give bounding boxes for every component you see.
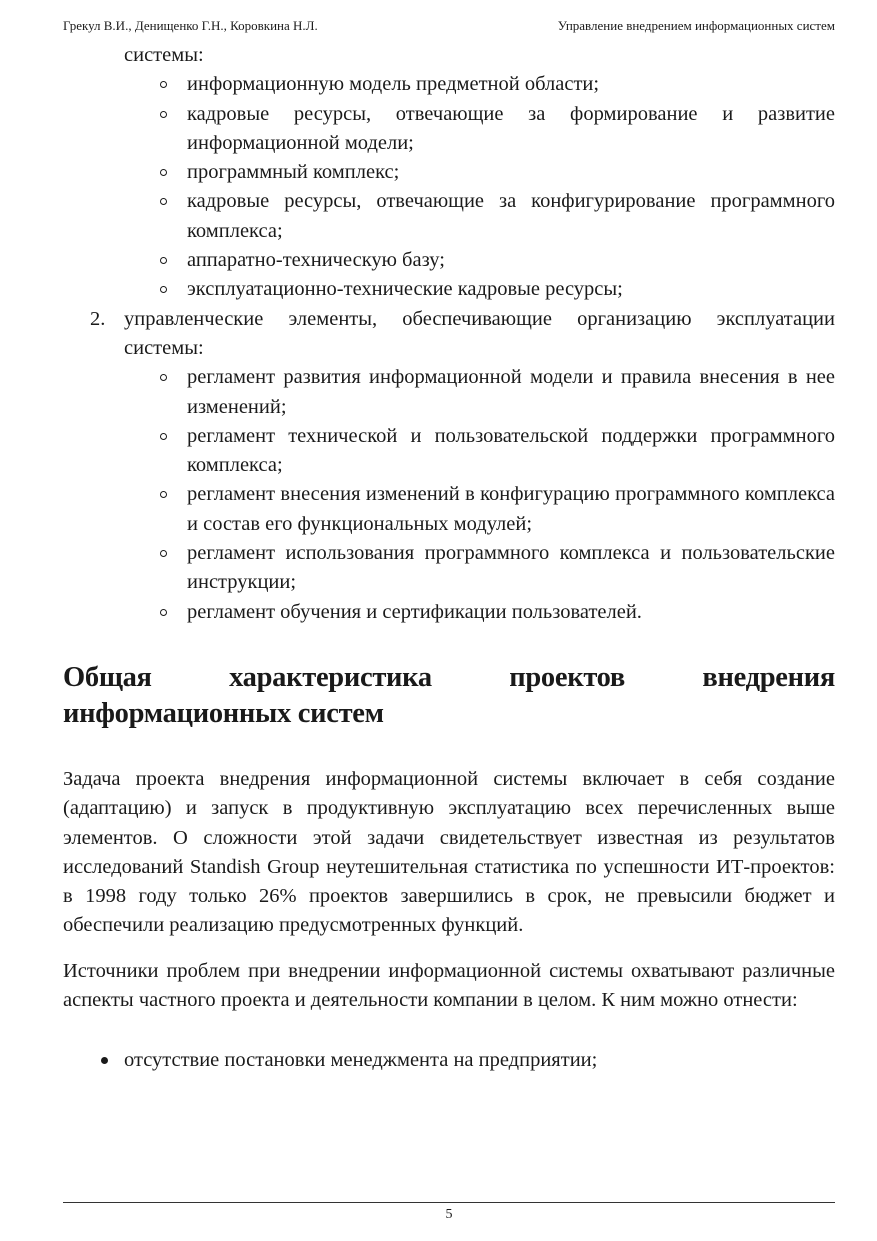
section-heading: Общая характеристика проектов внедрения информационных систем — [63, 661, 835, 729]
list-item — [63, 598, 835, 627]
hollow-bullet-icon — [160, 286, 167, 293]
list-item — [63, 70, 835, 99]
item-number: 2. — [90, 307, 106, 330]
list-item — [63, 422, 835, 481]
list-item — [63, 100, 835, 159]
list-item-text: информационную модель предметной области; — [187, 73, 600, 96]
list-item — [63, 539, 835, 598]
list-item-text: кадровые ресурсы, отвечающие за конфигурирование программного комплекса; — [187, 190, 835, 242]
paragraph-project-task: Задача проекта внедрения информационной системы включает в себя создание (адаптацию) и запуск в продуктивную эксплуатацию всех перечисленных выше элементов. О сложности этой задачи свидетельствует известная из результатов исследований Standish Group неутешительная статистика по успешности ИТ-проектов: в 1998 году только 26% проектов завершились в срок, не превысили бюджет и обеспечили реализацию предусмотренных функций. — [63, 767, 835, 937]
list-item-text: аппаратно-техническую базу; — [187, 249, 445, 272]
list-continuation: системы: — [124, 44, 204, 66]
numbered-item-management — [63, 305, 835, 364]
hollow-bullet-icon — [160, 198, 167, 205]
list-item — [63, 246, 835, 275]
list-item-text: программный комплекс; — [187, 161, 400, 184]
list-item — [63, 480, 835, 539]
list-item — [63, 187, 835, 246]
hollow-bullet-icon — [160, 374, 167, 381]
filled-bullet-icon — [101, 1057, 108, 1064]
header-book-title: Управление внедрением информационных систем — [557, 18, 835, 33]
page-number: 5 — [445, 1207, 453, 1222]
list-item-text: регламент использования программного комплекса и пользовательские инструкции; — [187, 542, 835, 594]
hollow-bullet-icon — [160, 491, 167, 498]
list-item — [63, 158, 835, 187]
hollow-bullet-icon — [160, 433, 167, 440]
numbered-item-text: управленческие элементы, обеспечивающие организацию эксплуатации системы: — [124, 307, 835, 359]
tech-elements-list — [63, 70, 835, 304]
hollow-bullet-icon — [160, 81, 167, 88]
header-authors: Грекул В.И., Денищенко Г.Н., Коровкина Н.Л. — [63, 18, 318, 33]
list-item-text: регламент развития информационной модели и правила внесения в нее изменений; — [187, 366, 835, 418]
page-content — [63, 41, 835, 1076]
hollow-bullet-icon — [160, 169, 167, 176]
list-item-text: регламент технической и пользовательской поддержки программного комплекса; — [187, 424, 835, 477]
paragraph-problem-sources: Источники проблем при внедрении информационной системы охватывают различные аспекты частного проекта и деятельности компании в целом. К ним можно отнести: — [63, 959, 835, 1012]
hollow-bullet-icon — [160, 257, 167, 264]
list-item — [63, 1046, 835, 1075]
management-elements-list — [63, 363, 835, 627]
list-item-text: регламент внесения изменений в конфигурацию программного комплекса и состав его функциональных модулей; — [187, 483, 835, 535]
list-item — [63, 363, 835, 422]
list-item-text: эксплуатационно-технические кадровые ресурсы; — [187, 278, 623, 301]
hollow-bullet-icon — [160, 550, 167, 557]
list-item — [63, 275, 835, 304]
list-item-text: регламент обучения и сертификации пользователей. — [187, 600, 642, 623]
list-item-text: отсутствие постановки менеджмента на предприятии; — [124, 1049, 598, 1072]
footer-divider — [63, 1202, 835, 1203]
list-item-text: кадровые ресурсы, отвечающие за формирование и развитие информационной модели; — [187, 102, 835, 154]
hollow-bullet-icon — [160, 111, 167, 118]
hollow-bullet-icon — [160, 609, 167, 616]
